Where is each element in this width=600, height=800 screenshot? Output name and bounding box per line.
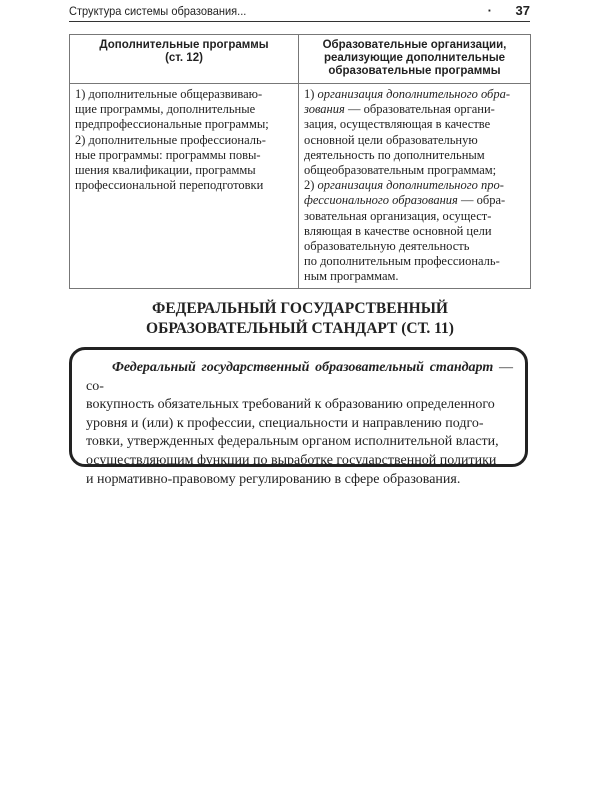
cell-line <box>304 193 525 208</box>
definition-line <box>86 359 513 396</box>
definition-line: вокупность обязательных требований к образованию определенного <box>86 397 495 413</box>
running-title: Структура системы образования... <box>69 4 247 18</box>
header-line: образовательные программы <box>328 65 501 77</box>
cell-line: по дополнительным профессиональ- <box>304 254 500 269</box>
cell-line: общеобразовательным программам; <box>304 163 497 178</box>
cell-line: основной цели образовательную <box>304 132 478 147</box>
header-line: Дополнительные программы <box>99 39 269 51</box>
header-line: реализующие дополнительные <box>323 52 506 64</box>
cell-line: щие программы, дополнительные <box>75 102 256 117</box>
header-line: Образовательные организации, <box>322 39 507 51</box>
header-bullet: · <box>487 3 492 18</box>
definition-line: уровня и (или) к профессии, специальности и направлению подго- <box>86 415 484 431</box>
definition-text: — обра- <box>457 193 506 208</box>
term: зования <box>304 102 345 117</box>
section-title-line: ФЕДЕРАЛЬНЫЙ ГОСУДАРСТВЕННЫЙ <box>152 300 448 317</box>
definition-box <box>69 347 528 487</box>
header-line: (ст. 12) <box>165 52 203 64</box>
section-title <box>69 299 531 339</box>
term: организация дополнительного про- <box>317 178 504 193</box>
term: фессионального образования <box>304 193 458 208</box>
definition-line: осуществляющим функции по выработке государственной политики <box>86 452 497 468</box>
definition-text: — образовательная органи- <box>344 102 495 117</box>
page-number: 37 <box>515 3 530 18</box>
organizations-cell <box>299 84 531 289</box>
term: организация дополнительного обра- <box>317 87 510 101</box>
cell-line: зовательная организация, осущест- <box>304 208 492 223</box>
cell-line: вляющая в качестве основной цели <box>304 223 492 238</box>
defined-term: Федеральный государственный образовательный стандарт <box>112 360 494 375</box>
definition-text: — со- <box>86 360 513 394</box>
cell-line: образовательную деятельность <box>304 239 470 254</box>
column-header-organizations <box>299 35 531 84</box>
item-number: 1) <box>304 87 318 101</box>
cell-line <box>304 87 525 102</box>
cell-line: ные программы: программы повы- <box>75 147 261 162</box>
definition-line: и нормативно-правовому регулированию в сфере образования. <box>86 471 461 487</box>
cell-line: 2) дополнительные профессиональ- <box>75 132 266 147</box>
cell-line: зация, осуществляющая в качестве <box>304 117 491 132</box>
table-row <box>70 84 531 289</box>
programs-table <box>69 34 531 289</box>
definition-line: товки, утвержденных федеральным органом исполнительной власти, <box>86 434 499 450</box>
cell-line: ным программам. <box>304 269 399 284</box>
cell-line: шения квалификации, программы <box>75 163 256 178</box>
cell-line: предпрофессиональные программы; <box>75 117 269 132</box>
table-header-row <box>70 35 531 84</box>
cell-line: профессиональной переподготовки <box>75 178 264 193</box>
cell-line <box>304 102 525 117</box>
section-title-line: ОБРАЗОВАТЕЛЬНЫЙ СТАНДАРТ (СТ. 11) <box>146 320 454 337</box>
cell-line: 1) дополнительные общеразвиваю- <box>75 87 263 101</box>
programs-cell <box>70 84 299 289</box>
cell-line: деятельность по дополнительным <box>304 147 485 162</box>
cell-line <box>304 178 525 193</box>
column-header-programs <box>70 35 299 84</box>
running-header <box>69 3 530 22</box>
item-number: 2) <box>304 178 318 193</box>
